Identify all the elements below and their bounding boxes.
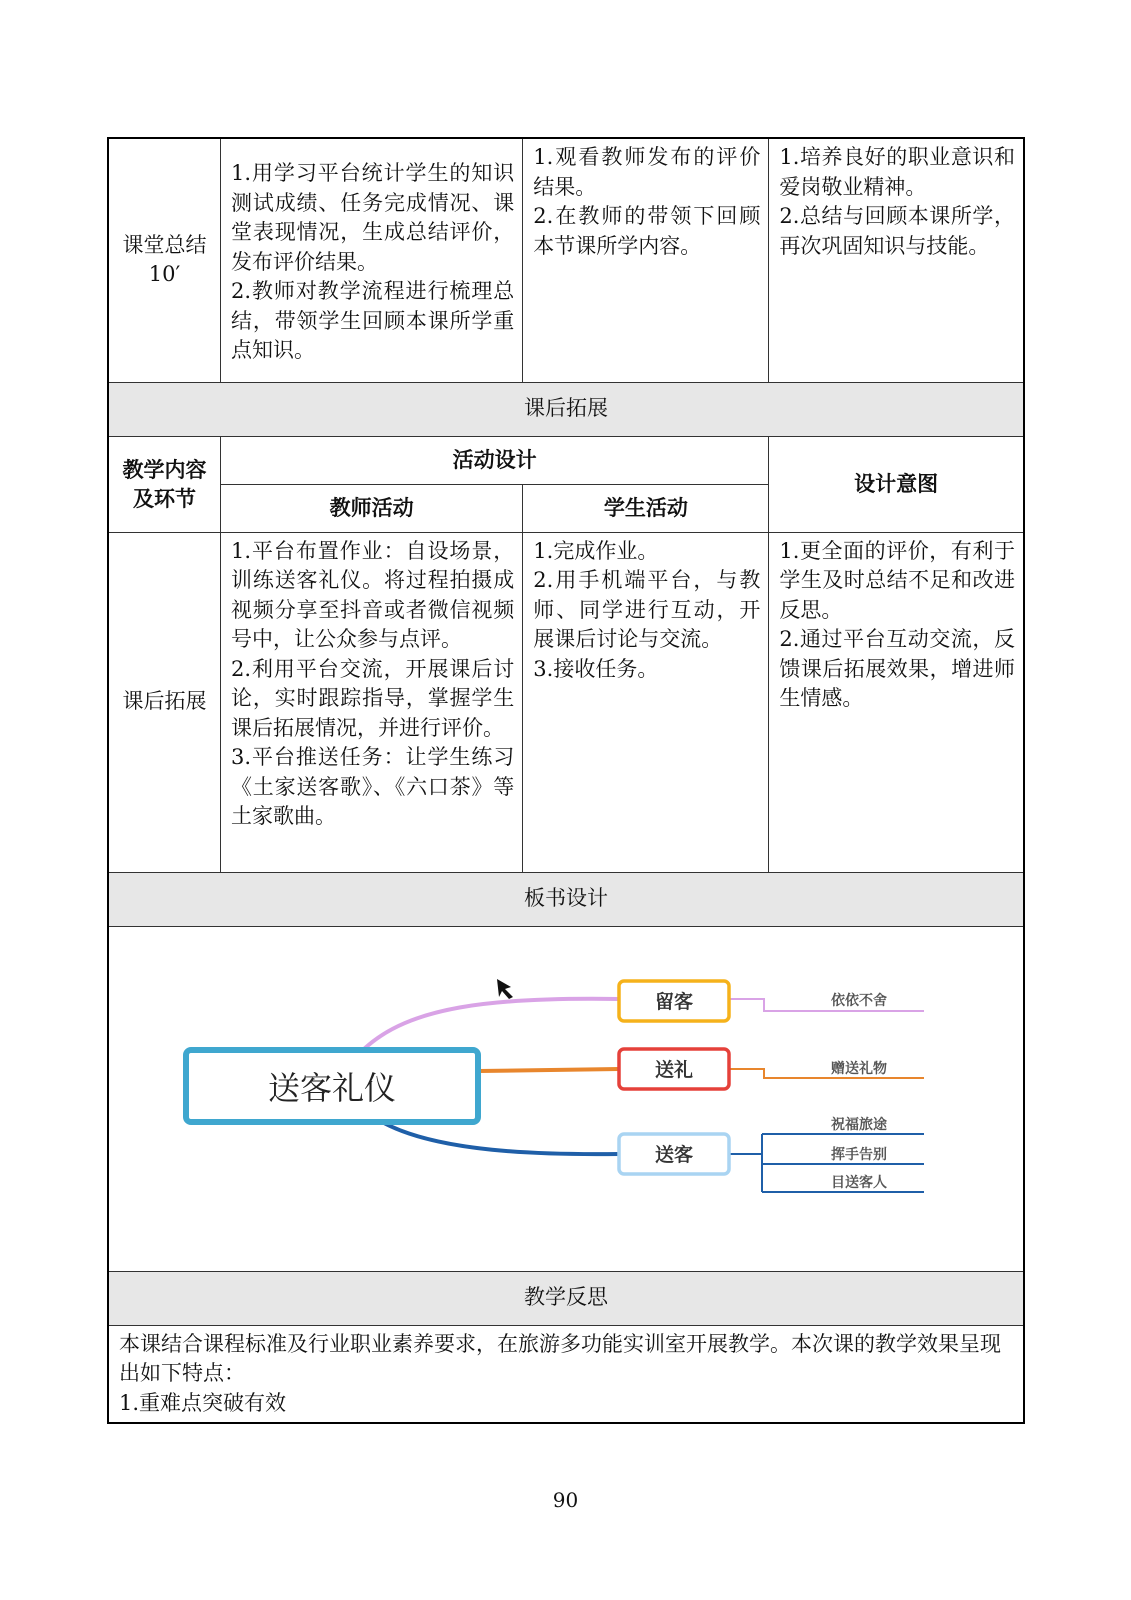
branch-label: 送客 xyxy=(654,1143,694,1166)
after-class-intent-cell xyxy=(769,532,1024,872)
cursor-icon xyxy=(497,979,513,999)
leaf-label: 赠送礼物 xyxy=(831,1060,887,1077)
summary-intent-cell xyxy=(769,138,1024,382)
content-header-line2: 及环节 xyxy=(132,486,196,511)
leaf-label: 目送客人 xyxy=(831,1174,887,1191)
leaf-label: 祝福旅途 xyxy=(831,1116,887,1133)
board-row xyxy=(108,926,1024,1271)
content-header-line1: 教学内容 xyxy=(122,456,207,482)
after-class-intent-item: 2.通过平台互动交流，反馈课后拓展效果，增进师生情感。 xyxy=(779,627,1015,710)
connector-line xyxy=(479,1069,619,1071)
student-activity-header: 学生活动 xyxy=(523,484,769,532)
after-class-row xyxy=(108,532,1024,872)
mindmap-branch-node xyxy=(619,981,729,1021)
after-class-teacher-cell xyxy=(220,532,522,872)
lesson-plan-table xyxy=(107,137,1025,1424)
reflection-paragraph: 1.重难点突破有效 xyxy=(119,1390,287,1415)
after-class-intent-item: 1.更全面的评价，有利于学生及时总结不足和改进反思。 xyxy=(779,538,1015,622)
connector-line xyxy=(384,1123,619,1154)
teacher-activity-header: 教师活动 xyxy=(220,484,522,532)
mindmap-branch-node xyxy=(619,1134,729,1174)
summary-teacher-item: 2.教师对教学流程进行梳理总结，带领学生回顾本课所学重点知识。 xyxy=(230,279,515,362)
leaf-connector xyxy=(729,999,924,1011)
after-class-student-cell xyxy=(523,532,769,872)
summary-intent-item: 1.培养良好的职业意识和爱岗敬业精神。 xyxy=(779,145,1015,199)
board-design-cell xyxy=(108,926,1024,1271)
summary-label: 课堂总结 xyxy=(122,232,207,257)
board-header-row xyxy=(108,872,1024,926)
summary-student-item: 1.观看教师发布的评价结果。 xyxy=(533,145,761,199)
summary-student-item: 2.在教师的带领下回顾本节课所学内容。 xyxy=(533,204,761,258)
mindmap xyxy=(109,927,1021,1267)
summary-label-cell xyxy=(108,138,220,382)
reflection-row xyxy=(108,1325,1024,1423)
after-class-label: 课后拓展 xyxy=(108,532,220,872)
leaf-label: 挥手告别 xyxy=(831,1146,887,1163)
reflection-header-row xyxy=(108,1271,1024,1325)
leaf-connector xyxy=(729,1069,924,1078)
mindmap-branch-node xyxy=(619,1049,729,1089)
summary-row xyxy=(108,138,1024,382)
reflection-cell xyxy=(108,1325,1024,1423)
summary-intent-item: 2.总结与回顾本课所学，再次巩固知识与技能。 xyxy=(779,204,1015,258)
branch-label: 留客 xyxy=(654,990,694,1013)
leaf-connector xyxy=(729,1134,924,1192)
after-class-header-row xyxy=(108,382,1024,436)
summary-teacher-item: 1.用学习平台统计学生的知识测试成绩、任务完成情况、课堂表现情况，生成总结评价，发布评价结果。 xyxy=(230,161,515,274)
summary-duration: 10′ xyxy=(148,262,181,287)
mindmap-center-node xyxy=(186,1050,478,1122)
leaf-label: 依依不舍 xyxy=(831,992,887,1009)
design-intent-header: 设计意图 xyxy=(769,436,1024,532)
after-class-student-item: 2.用手机端平台，与教师、同学进行互动，开展课后讨论与交流。 xyxy=(533,568,761,651)
branch-label: 送礼 xyxy=(654,1058,694,1081)
after-class-student-item: 3.接收任务。 xyxy=(533,656,659,681)
reflection-header: 教学反思 xyxy=(108,1271,1024,1325)
reflection-paragraph: 本课结合课程标准及行业职业素养要求，在旅游多功能实训室开展教学。本次课的教学效果呈现出如下特点： xyxy=(119,1331,1001,1385)
summary-teacher-cell xyxy=(220,138,522,382)
after-class-teacher-item: 3.平台推送任务：让学生练习《土家送客歌》、《六口茶》等土家歌曲。 xyxy=(230,745,515,828)
connector-line xyxy=(364,998,619,1048)
column-header-row xyxy=(108,436,1024,484)
content-header xyxy=(108,436,220,532)
summary-student-cell xyxy=(523,138,769,382)
page-number: 90 xyxy=(552,1488,579,1512)
after-class-teacher-item: 2.利用平台交流，开展课后讨论，实时跟踪指导，掌握学生课后拓展情况，并进行评价。 xyxy=(230,656,515,740)
mindmap-center-label: 送客礼仪 xyxy=(267,1068,397,1107)
after-class-header: 课后拓展 xyxy=(108,382,1024,436)
board-header: 板书设计 xyxy=(108,872,1024,926)
after-class-teacher-item: 1.平台布置作业：自设场景，训练送客礼仪。将过程拍摄成视频分享至抖音或者微信视频号中，让公众参与点评。 xyxy=(230,538,515,651)
after-class-student-item: 1.完成作业。 xyxy=(533,538,659,563)
activity-design-header: 活动设计 xyxy=(220,436,768,484)
